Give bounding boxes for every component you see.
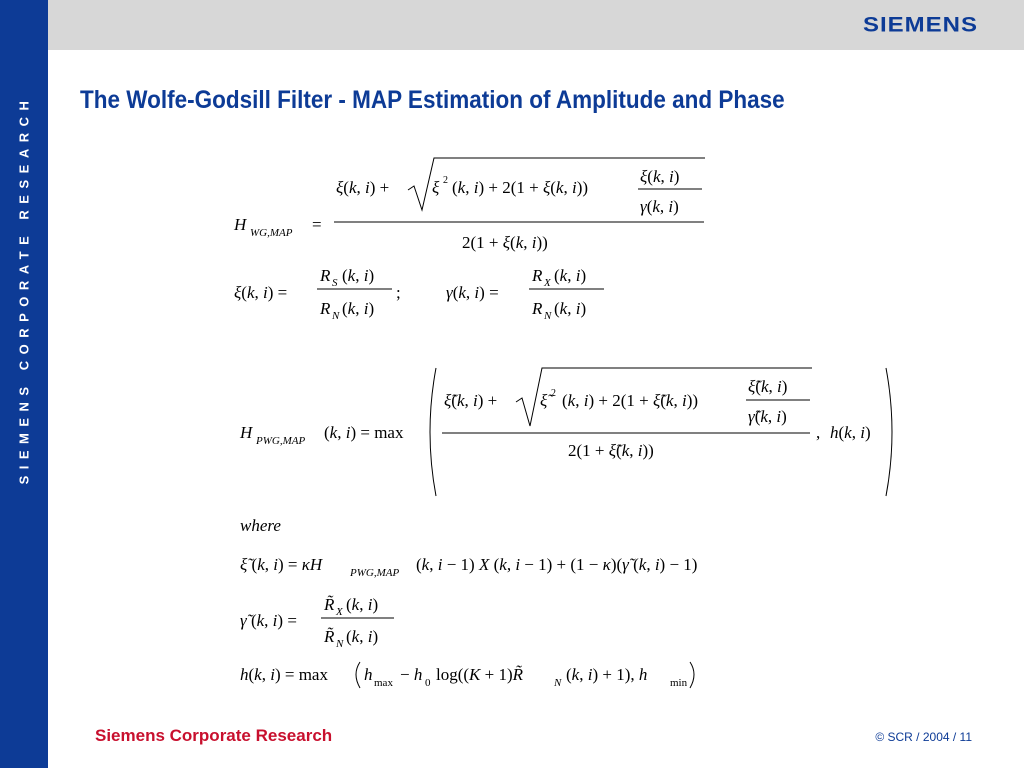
equation-xi-tilde [240,555,697,579]
svg-text:(k, i) + 2(1 + ξ̃(k, i)): (k, i) + 2(1 + ξ̃(k, i)) [562,391,699,410]
svg-text:2: 2 [551,388,556,399]
svg-text:(k, i) + 2(1 + ξ(k, i)): (k, i) + 2(1 + ξ(k, i)) [452,178,589,197]
svg-text:S: S [332,277,338,289]
svg-text:γ̃(k, i): γ̃(k, i) [748,407,787,426]
svg-text:min: min [670,677,688,689]
svg-text:ξ̃(k, i): ξ̃(k, i) [748,377,788,396]
svg-text:=: = [312,215,322,234]
svg-text:(k, i): (k, i) [346,627,379,646]
svg-text:2: 2 [443,175,448,186]
equation-h [240,662,694,689]
svg-text:ξ(k, i) +: ξ(k, i) + [336,178,390,197]
svg-text:N: N [336,638,344,650]
svg-text:γ(k, i): γ(k, i) [640,197,679,216]
svg-text:γ(k, i) =: γ(k, i) = [446,283,499,302]
siemens-logo: SIEMENS [862,12,978,37]
svg-text:;: ; [396,283,401,302]
svg-text:(k, i): (k, i) [346,595,379,614]
svg-text:R̃: R̃ [324,627,335,646]
equation-xi-gamma [234,266,604,322]
svg-text:− h: − h [400,665,423,684]
svg-text:ξ(k, i) =: ξ(k, i) = [234,283,288,302]
svg-text:0: 0 [425,677,431,689]
equation-h-pwg-map [239,368,892,496]
svg-text:(k, i): (k, i) [554,266,587,285]
svg-text:2(1 + ξ(k, i)): 2(1 + ξ(k, i)) [462,233,548,252]
svg-text:(k, i) + 1), h: (k, i) + 1), h [566,665,648,684]
equations-svg [200,150,920,710]
svg-text:R̃: R̃ [324,595,335,614]
svg-text:ξ̃(k, i) +: ξ̃(k, i) + [444,391,498,410]
svg-text:H: H [240,423,253,442]
svg-text:PWG,MAP: PWG,MAP [256,435,306,447]
svg-text:max: max [374,677,393,689]
svg-text:N: N [554,677,562,689]
equation-h-wg-map [233,158,705,252]
svg-text:2(1 + ξ̃(k, i)): 2(1 + ξ̃(k, i)) [568,441,654,460]
svg-text:R: R [532,299,543,318]
svg-text:ξ̃: ξ̃ [540,391,548,410]
svg-text:X: X [544,277,551,289]
svg-text:R: R [320,299,331,318]
footer-page-info: © SCR / 2004 / 11 [875,730,972,744]
equations-block [200,150,920,710]
svg-text:(k, i): (k, i) [342,266,375,285]
sidebar [0,0,48,768]
svg-text:log((K + 1)R̃: log((K + 1)R̃ [436,665,524,684]
svg-text:(k, i): (k, i) [554,299,587,318]
svg-text:h(k, i): h(k, i) [830,423,871,442]
svg-text:R: R [532,266,543,285]
svg-text:WG,MAP: WG,MAP [250,227,293,239]
svg-text:H: H [234,215,247,234]
svg-text:h: h [364,665,373,684]
slide-title: The Wolfe-Godsill Filter - MAP Estimation of Amplitude and Phase [80,86,785,114]
svg-text:γ̃ (k, i) =: γ̃ (k, i) = [240,611,297,630]
where-label: where [240,516,281,535]
svg-text:R: R [320,266,331,285]
svg-text:ξ̃ (k, i) = κH: ξ̃ (k, i) = κH [240,555,323,574]
svg-text:,: , [816,423,821,442]
svg-text:(k, i − 1) X (k, i − 1) + (1 −: (k, i − 1) X (k, i − 1) + (1 − κ)(γ̃ (k, i) − 1) [416,555,698,574]
sidebar-text: SIEMENS CORPORATE RESEARCH [16,94,32,485]
svg-text:(k, i): (k, i) [342,299,375,318]
svg-text:(k, i) = max: (k, i) = max [324,423,404,442]
svg-text:X: X [336,606,343,618]
svg-text:N: N [544,310,552,322]
svg-text:h(k, i) = max: h(k, i) = max [240,665,328,684]
header-bar [48,0,1024,50]
footer-organization: Siemens Corporate Research [95,726,333,745]
svg-text:ξ(k, i): ξ(k, i) [640,167,680,186]
svg-text:N: N [332,310,340,322]
svg-text:PWG,MAP: PWG,MAP [350,567,400,579]
svg-text:ξ: ξ [432,178,440,197]
equation-gamma-tilde [240,595,394,650]
